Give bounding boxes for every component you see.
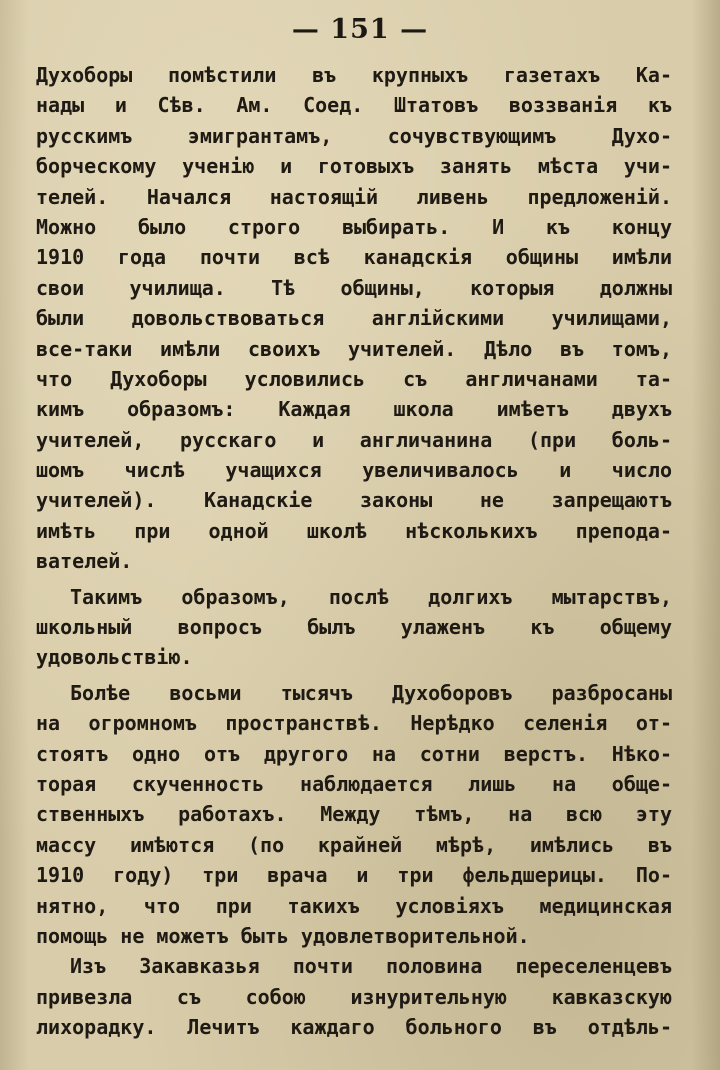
text-line: вателей. — [36, 549, 133, 574]
text-line: помощь не можетъ быть удовлетворительной. — [36, 923, 530, 948]
text-line: массу имѣются (по крайней мѣрѣ, имѣлись въ — [36, 832, 672, 857]
text-line: имѣть при одной школѣ нѣсколькихъ препода- — [36, 518, 672, 543]
text-line: ственныхъ работахъ. Между тѣмъ, на всю эту — [36, 802, 672, 827]
text-line: школьный вопросъ былъ улаженъ къ общему — [36, 615, 672, 640]
paragraph — [36, 582, 672, 673]
page-text — [36, 60, 672, 1043]
text-line: русскимъ эмигрантамъ, сочувствующимъ Духо- — [36, 123, 672, 148]
text-line: Болѣе восьми тысячъ Духоборовъ разбросаны — [70, 680, 672, 705]
text-line: нады и Сѣв. Ам. Соед. Штатовъ воззванія къ — [36, 93, 672, 118]
text-line: Можно было строго выбирать. И къ концу — [36, 214, 672, 239]
text-line: Изъ Закавказья почти половина переселенцевъ — [70, 954, 672, 979]
text-line: учителей). Канадскіе законы не запрещаютъ — [36, 488, 672, 513]
text-line: Такимъ образомъ, послѣ долгихъ мытарствъ, — [70, 584, 672, 609]
text-line: Духоборы помѣстили въ крупныхъ газетахъ Ка- — [36, 63, 672, 87]
text-line: что Духоборы условились съ англичанами та- — [36, 366, 672, 391]
text-line: привезла съ собою изнурительную кавказскую — [36, 984, 672, 1009]
text-line: 1910 году) три врача и три фельдшерицы. По- — [36, 863, 672, 888]
text-line: на огромномъ пространствѣ. Нерѣдко селенія от- — [36, 711, 672, 736]
text-line: свои училища. Тѣ общины, которыя должны — [36, 275, 672, 300]
text-line: борческому ученію и готовыхъ занять мѣста учи- — [36, 154, 672, 179]
text-line: кимъ образомъ: Каждая школа имѣетъ двухъ — [36, 397, 672, 422]
paragraph — [36, 60, 672, 577]
text-line: 1910 года почти всѣ канадскія общины имѣли — [36, 245, 672, 270]
text-line: торая скученность наблюдается лишь на обще- — [36, 771, 672, 796]
text-line: шомъ числѣ учащихся увеличивалось и число — [36, 458, 672, 483]
text-line: стоятъ одно отъ другого на сотни верстъ. Нѣко- — [36, 741, 672, 766]
text-line: лихорадку. Лечитъ каждаго больного въ отдѣль- — [36, 1015, 672, 1040]
text-line: учителей, русскаго и англичанина (при боль- — [36, 427, 672, 452]
page-number: — 151 — — [291, 14, 429, 45]
text-line: телей. Начался настоящій ливень предложеній. — [36, 184, 672, 209]
text-line: удовольствію. — [36, 645, 193, 670]
text-line: были довольствоваться англійскими училищами, — [36, 306, 672, 331]
text-line: нятно, что при такихъ условіяхъ медицинская — [36, 893, 672, 918]
text-line: все-таки имѣли своихъ учителей. Дѣло въ томъ, — [36, 336, 672, 361]
paragraph — [36, 951, 672, 1042]
paragraph — [36, 678, 672, 952]
